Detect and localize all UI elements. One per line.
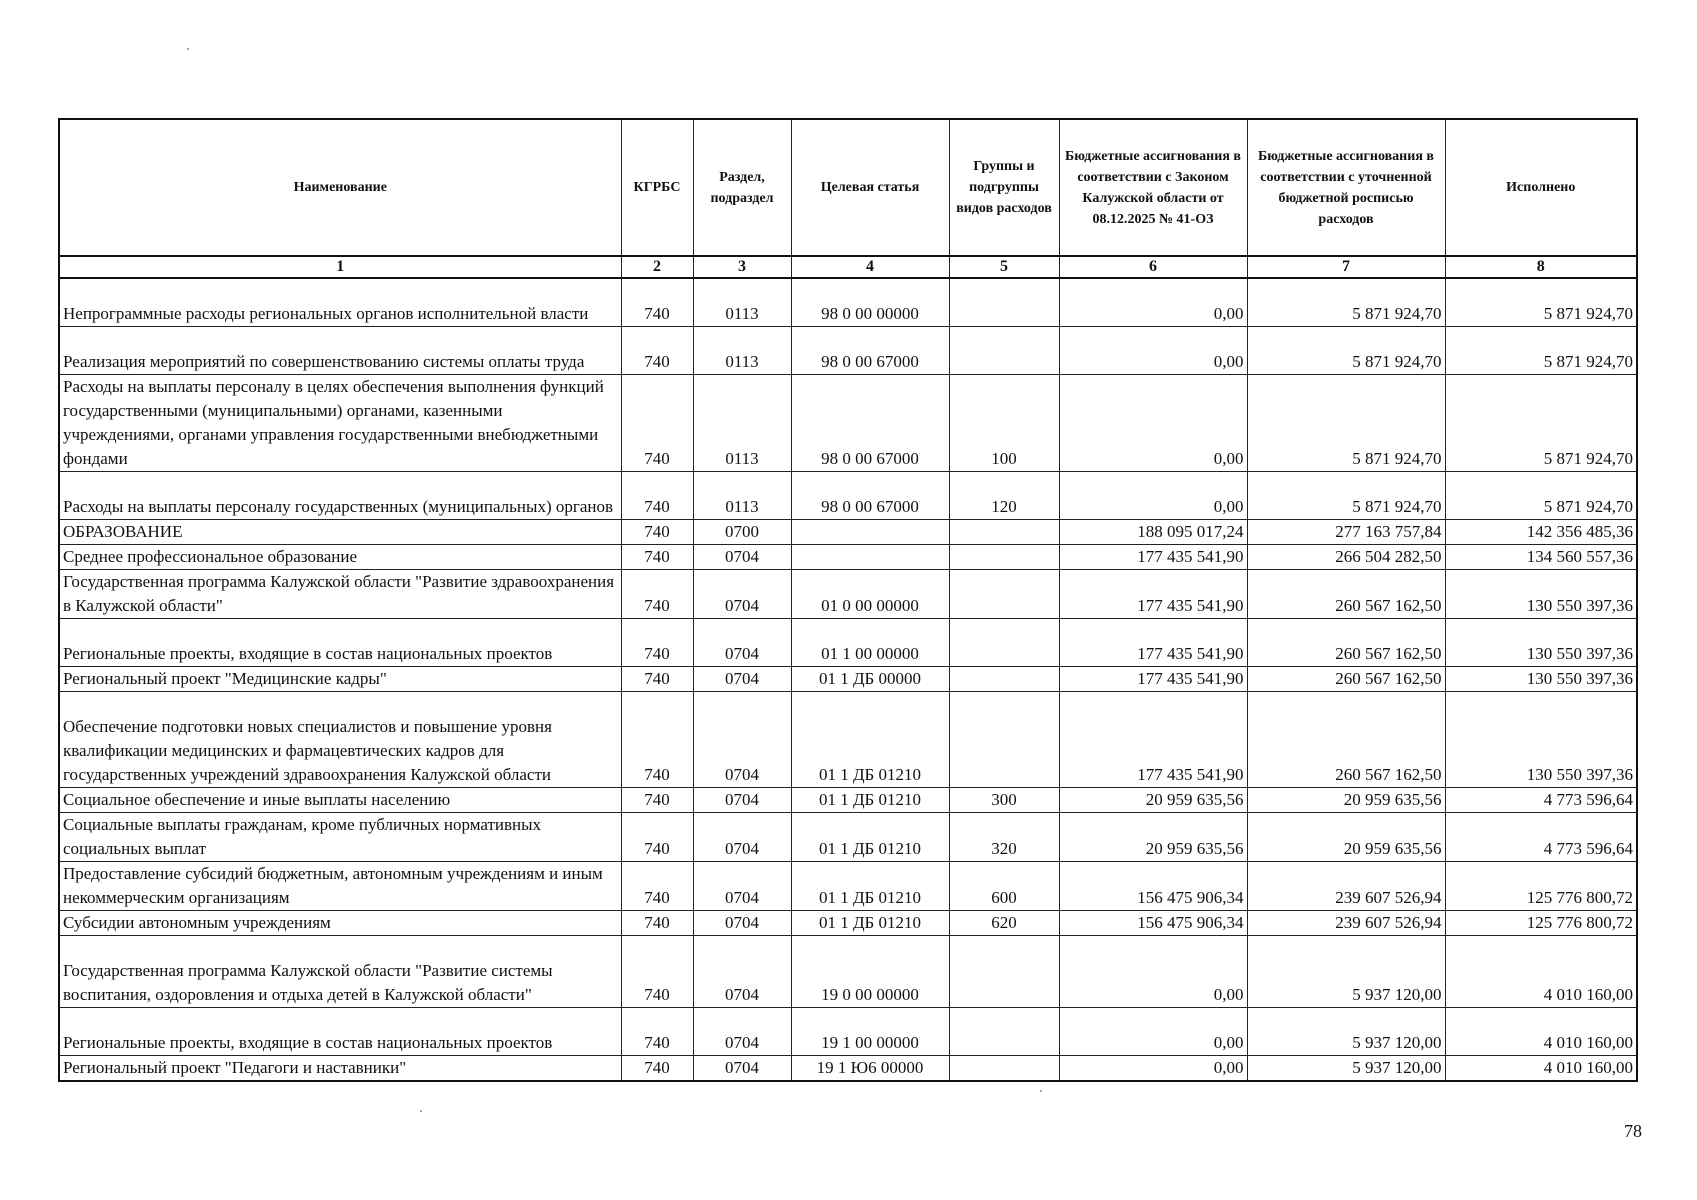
row-law-allocation: 177 435 541,90 — [1059, 618, 1247, 666]
row-kgrbs: 740 — [621, 861, 693, 910]
row-name: Социальное обеспечение и иные выплаты населению — [59, 787, 621, 812]
header-law-allocations: Бюджетные ассигнования в соответствии с Законом Калужской области от 08.12.2025 № 41-ОЗ — [1059, 119, 1247, 256]
row-target-article: 98 0 00 67000 — [791, 326, 949, 374]
row-expense-group — [949, 1007, 1059, 1055]
row-executed: 130 550 397,36 — [1445, 691, 1637, 787]
row-section: 0113 — [693, 374, 791, 471]
row-name: Непрограммные расходы региональных органов исполнительной власти — [59, 278, 621, 326]
row-target-article: 01 1 ДБ 01210 — [791, 691, 949, 787]
column-number: 4 — [791, 256, 949, 278]
row-law-allocation: 0,00 — [1059, 374, 1247, 471]
row-law-allocation: 156 475 906,34 — [1059, 861, 1247, 910]
row-revised-allocation: 20 959 635,56 — [1247, 787, 1445, 812]
row-target-article: 98 0 00 67000 — [791, 374, 949, 471]
row-section: 0704 — [693, 618, 791, 666]
row-executed: 5 871 924,70 — [1445, 374, 1637, 471]
row-target-article — [791, 519, 949, 544]
header-row — [59, 119, 1637, 256]
row-revised-allocation: 5 937 120,00 — [1247, 935, 1445, 1007]
row-executed: 142 356 485,36 — [1445, 519, 1637, 544]
column-number: 1 — [59, 256, 621, 278]
row-kgrbs: 740 — [621, 519, 693, 544]
row-section: 0704 — [693, 569, 791, 618]
row-name: Государственная программа Калужской области "Развитие здравоохранения в Калужской области" — [59, 569, 621, 618]
row-kgrbs: 740 — [621, 326, 693, 374]
row-kgrbs: 740 — [621, 374, 693, 471]
header-expense-groups: Группы и подгруппы видов расходов — [949, 119, 1059, 256]
row-expense-group: 320 — [949, 812, 1059, 861]
row-section: 0113 — [693, 278, 791, 326]
row-name: ОБРАЗОВАНИЕ — [59, 519, 621, 544]
row-revised-allocation: 5 871 924,70 — [1247, 326, 1445, 374]
row-expense-group — [949, 1055, 1059, 1081]
scan-speck — [420, 1110, 422, 1112]
row-name: Социальные выплаты гражданам, кроме публичных нормативных социальных выплат — [59, 812, 621, 861]
row-revised-allocation: 260 567 162,50 — [1247, 569, 1445, 618]
table-row — [59, 666, 1637, 691]
row-expense-group — [949, 278, 1059, 326]
row-expense-group: 600 — [949, 861, 1059, 910]
row-target-article: 01 1 ДБ 01210 — [791, 861, 949, 910]
row-target-article: 19 0 00 00000 — [791, 935, 949, 1007]
row-revised-allocation: 5 937 120,00 — [1247, 1055, 1445, 1081]
row-target-article: 01 0 00 00000 — [791, 569, 949, 618]
row-expense-group — [949, 691, 1059, 787]
row-kgrbs: 740 — [621, 618, 693, 666]
row-kgrbs: 740 — [621, 691, 693, 787]
row-revised-allocation: 5 937 120,00 — [1247, 1007, 1445, 1055]
column-number: 3 — [693, 256, 791, 278]
row-expense-group — [949, 569, 1059, 618]
row-kgrbs: 740 — [621, 278, 693, 326]
row-name: Региональный проект "Педагоги и наставники" — [59, 1055, 621, 1081]
row-law-allocation: 0,00 — [1059, 935, 1247, 1007]
row-target-article: 01 1 ДБ 01210 — [791, 787, 949, 812]
table-row — [59, 910, 1637, 935]
column-number: 2 — [621, 256, 693, 278]
row-revised-allocation: 277 163 757,84 — [1247, 519, 1445, 544]
row-executed: 4 773 596,64 — [1445, 812, 1637, 861]
row-revised-allocation: 239 607 526,94 — [1247, 861, 1445, 910]
row-law-allocation: 156 475 906,34 — [1059, 910, 1247, 935]
row-law-allocation: 0,00 — [1059, 1055, 1247, 1081]
row-law-allocation: 177 435 541,90 — [1059, 544, 1247, 569]
row-law-allocation: 20 959 635,56 — [1059, 787, 1247, 812]
row-kgrbs: 740 — [621, 1007, 693, 1055]
table-row — [59, 544, 1637, 569]
scan-speck — [1040, 1090, 1042, 1092]
row-name: Субсидии автономным учреждениям — [59, 910, 621, 935]
row-section: 0113 — [693, 471, 791, 519]
table-row — [59, 278, 1637, 326]
row-target-article — [791, 544, 949, 569]
row-kgrbs: 740 — [621, 1055, 693, 1081]
row-kgrbs: 740 — [621, 935, 693, 1007]
table-row — [59, 618, 1637, 666]
row-law-allocation: 177 435 541,90 — [1059, 691, 1247, 787]
row-section: 0700 — [693, 519, 791, 544]
row-section: 0704 — [693, 861, 791, 910]
header-executed: Исполнено — [1445, 119, 1637, 256]
row-executed: 4 773 596,64 — [1445, 787, 1637, 812]
row-section: 0704 — [693, 910, 791, 935]
row-expense-group — [949, 618, 1059, 666]
row-expense-group: 100 — [949, 374, 1059, 471]
row-name: Расходы на выплаты персоналу в целях обеспечения выполнения функций государственными (муниципальными) органами, казенными учреждениями, органами управления государственными внебюджетными фондами — [59, 374, 621, 471]
row-section: 0704 — [693, 1007, 791, 1055]
row-executed: 130 550 397,36 — [1445, 666, 1637, 691]
row-target-article: 01 1 ДБ 01210 — [791, 812, 949, 861]
header-revised-allocations: Бюджетные ассигнования в соответствии с уточненной бюджетной росписью расходов — [1247, 119, 1445, 256]
header-kgrbs: КГРБС — [621, 119, 693, 256]
row-expense-group — [949, 935, 1059, 1007]
row-kgrbs: 740 — [621, 787, 693, 812]
row-expense-group — [949, 666, 1059, 691]
row-kgrbs: 740 — [621, 910, 693, 935]
row-revised-allocation: 5 871 924,70 — [1247, 374, 1445, 471]
table-row — [59, 935, 1637, 1007]
row-name: Расходы на выплаты персоналу государственных (муниципальных) органов — [59, 471, 621, 519]
row-kgrbs: 740 — [621, 471, 693, 519]
table-row — [59, 1055, 1637, 1081]
row-executed: 4 010 160,00 — [1445, 1007, 1637, 1055]
page-number: 78 — [1624, 1121, 1642, 1141]
row-executed: 5 871 924,70 — [1445, 471, 1637, 519]
header-section: Раздел, подраздел — [693, 119, 791, 256]
row-section: 0704 — [693, 812, 791, 861]
row-law-allocation: 177 435 541,90 — [1059, 666, 1247, 691]
row-name: Государственная программа Калужской области "Развитие системы воспитания, оздоровления и отдыха детей в Калужской области" — [59, 935, 621, 1007]
row-revised-allocation: 260 567 162,50 — [1247, 618, 1445, 666]
row-section: 0704 — [693, 935, 791, 1007]
row-name: Региональный проект "Медицинские кадры" — [59, 666, 621, 691]
column-number: 7 — [1247, 256, 1445, 278]
row-target-article: 19 1 Ю6 00000 — [791, 1055, 949, 1081]
row-executed: 4 010 160,00 — [1445, 1055, 1637, 1081]
row-executed: 4 010 160,00 — [1445, 935, 1637, 1007]
row-executed: 125 776 800,72 — [1445, 861, 1637, 910]
row-name: Предоставление субсидий бюджетным, автономным учреждениям и иным некоммерческим организациям — [59, 861, 621, 910]
row-name: Региональные проекты, входящие в состав национальных проектов — [59, 1007, 621, 1055]
row-target-article: 19 1 00 00000 — [791, 1007, 949, 1055]
row-law-allocation: 188 095 017,24 — [1059, 519, 1247, 544]
row-section: 0704 — [693, 691, 791, 787]
table-row — [59, 471, 1637, 519]
header-target-article: Целевая статья — [791, 119, 949, 256]
row-kgrbs: 740 — [621, 666, 693, 691]
table-row — [59, 861, 1637, 910]
table-row — [59, 374, 1637, 471]
row-expense-group: 300 — [949, 787, 1059, 812]
row-law-allocation: 177 435 541,90 — [1059, 569, 1247, 618]
column-number-row — [59, 256, 1637, 278]
row-revised-allocation: 20 959 635,56 — [1247, 812, 1445, 861]
header-name: Наименование — [59, 119, 621, 256]
row-target-article: 98 0 00 67000 — [791, 471, 949, 519]
row-revised-allocation: 260 567 162,50 — [1247, 691, 1445, 787]
row-executed: 130 550 397,36 — [1445, 569, 1637, 618]
row-name: Региональные проекты, входящие в состав национальных проектов — [59, 618, 621, 666]
scan-speck — [187, 48, 189, 50]
row-revised-allocation: 266 504 282,50 — [1247, 544, 1445, 569]
row-law-allocation: 0,00 — [1059, 278, 1247, 326]
row-section: 0704 — [693, 544, 791, 569]
column-number: 8 — [1445, 256, 1637, 278]
row-name: Среднее профессиональное образование — [59, 544, 621, 569]
table-row — [59, 691, 1637, 787]
row-revised-allocation: 5 871 924,70 — [1247, 278, 1445, 326]
row-revised-allocation: 5 871 924,70 — [1247, 471, 1445, 519]
table-row — [59, 519, 1637, 544]
row-kgrbs: 740 — [621, 569, 693, 618]
row-section: 0113 — [693, 326, 791, 374]
row-expense-group — [949, 326, 1059, 374]
row-law-allocation: 0,00 — [1059, 326, 1247, 374]
row-executed: 134 560 557,36 — [1445, 544, 1637, 569]
row-executed: 5 871 924,70 — [1445, 326, 1637, 374]
row-expense-group: 620 — [949, 910, 1059, 935]
row-expense-group — [949, 519, 1059, 544]
table-row — [59, 326, 1637, 374]
row-section: 0704 — [693, 1055, 791, 1081]
row-section: 0704 — [693, 666, 791, 691]
row-executed: 130 550 397,36 — [1445, 618, 1637, 666]
row-name: Реализация мероприятий по совершенствованию системы оплаты труда — [59, 326, 621, 374]
row-section: 0704 — [693, 787, 791, 812]
row-target-article: 98 0 00 00000 — [791, 278, 949, 326]
row-target-article: 01 1 ДБ 00000 — [791, 666, 949, 691]
row-target-article: 01 1 00 00000 — [791, 618, 949, 666]
row-revised-allocation: 260 567 162,50 — [1247, 666, 1445, 691]
column-number: 6 — [1059, 256, 1247, 278]
row-executed: 125 776 800,72 — [1445, 910, 1637, 935]
budget-table — [58, 118, 1638, 1082]
row-kgrbs: 740 — [621, 812, 693, 861]
table-row — [59, 787, 1637, 812]
row-expense-group: 120 — [949, 471, 1059, 519]
row-law-allocation: 20 959 635,56 — [1059, 812, 1247, 861]
row-kgrbs: 740 — [621, 544, 693, 569]
row-name: Обеспечение подготовки новых специалистов и повышение уровня квалификации медицинских и фармацевтических кадров для государственных учреждений здравоохранения Калужской области — [59, 691, 621, 787]
column-number: 5 — [949, 256, 1059, 278]
row-law-allocation: 0,00 — [1059, 471, 1247, 519]
row-expense-group — [949, 544, 1059, 569]
table-row — [59, 812, 1637, 861]
row-revised-allocation: 239 607 526,94 — [1247, 910, 1445, 935]
row-target-article: 01 1 ДБ 01210 — [791, 910, 949, 935]
row-law-allocation: 0,00 — [1059, 1007, 1247, 1055]
row-executed: 5 871 924,70 — [1445, 278, 1637, 326]
table-row — [59, 1007, 1637, 1055]
table-row — [59, 569, 1637, 618]
